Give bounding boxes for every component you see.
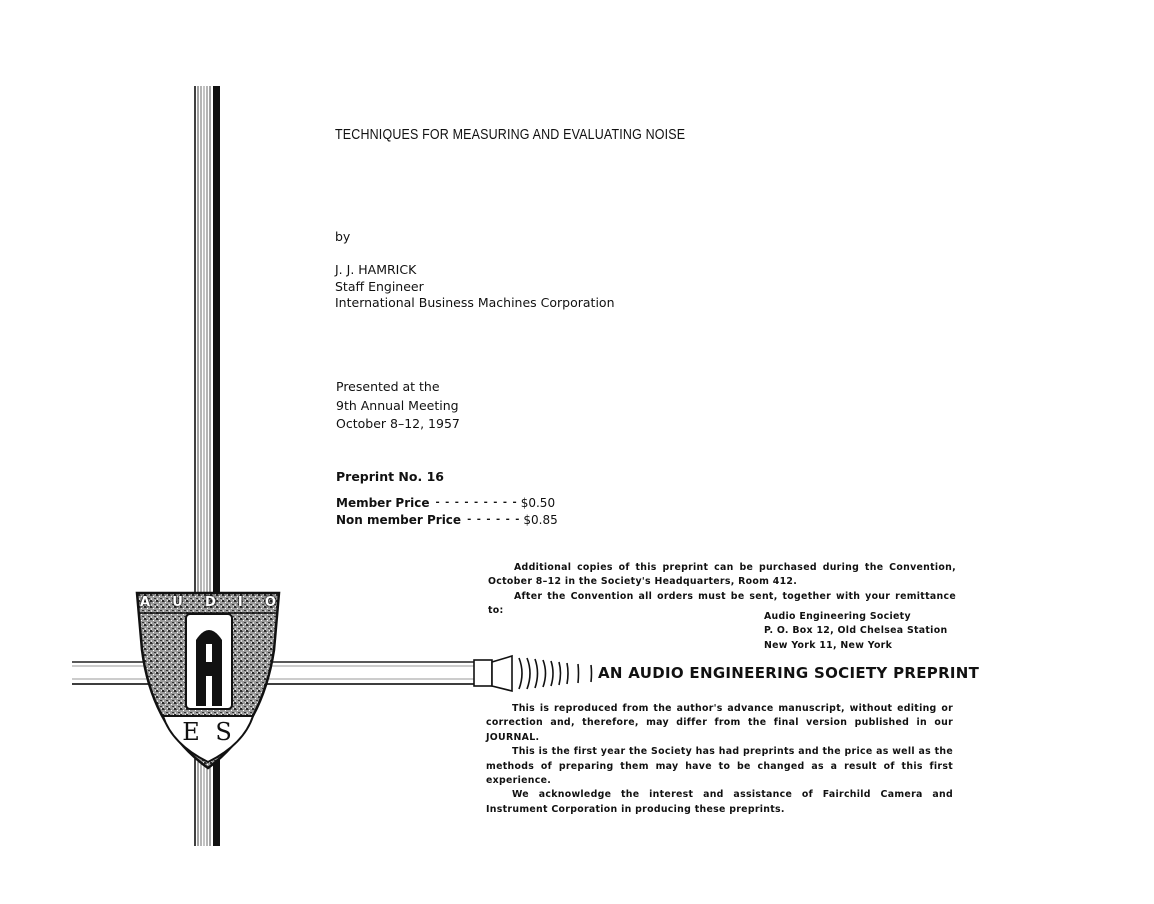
notes <box>486 702 953 817</box>
ordering-paragraph: After the Convention all orders must be sent, together with your remittance to: <box>488 590 956 617</box>
note-paragraph: We acknowledge the interest and assistance of Fairchild Camera and Instrument Corporation in producing these preprints. <box>486 789 953 815</box>
address-line: P. O. Box 12, Old Chelsea Station <box>764 625 948 637</box>
nonmember-price-dashes: - - - - - - <box>467 513 521 525</box>
presentation-line: October 8–12, 1957 <box>336 416 460 431</box>
horizontal-rule <box>72 662 476 684</box>
author-block <box>335 262 615 312</box>
logo-ring-letters <box>140 595 276 610</box>
logo-letter: D <box>204 595 216 610</box>
address-line: New York 11, New York <box>764 639 893 651</box>
nonmember-price-label: Non member Price <box>336 512 462 527</box>
price-block <box>336 495 558 528</box>
logo-letter: A <box>140 595 151 610</box>
presentation-line: Presented at the <box>336 379 440 394</box>
nonmember-price-row <box>336 512 558 529</box>
speaker-icon <box>474 656 592 691</box>
author-name: J. J. HAMRICK <box>335 262 417 277</box>
logo-letter: O <box>264 595 276 610</box>
author-position: Staff Engineer <box>335 278 424 294</box>
document-title: TECHNIQUES FOR MEASURING AND EVALUATING NOISE <box>335 127 686 143</box>
preprint-banner: AN AUDIO ENGINEERING SOCIETY PREPRINT <box>598 664 980 682</box>
member-price-row <box>336 495 558 512</box>
member-price-label: Member Price <box>336 496 430 510</box>
nonmember-price-value: $0.85 <box>523 512 558 527</box>
ordering-paragraph: Additional copies of this preprint can be purchased during the Convention, October 8–12 in the Society's Headquarters, Room 412. <box>488 562 956 588</box>
logo-letter: U <box>172 595 183 610</box>
preprint-number: Preprint No. 16 <box>336 469 444 484</box>
logo-bottom-text: E S <box>182 718 236 746</box>
note-paragraph: This is reproduced from the author's advance manuscript, without editing or correction and, therefore, may differ from the final version published in our JOURNAL. <box>486 703 953 743</box>
author-company: International Business Machines Corporation <box>335 295 615 310</box>
presentation-line: 9th Annual Meeting <box>336 397 459 413</box>
address-line: Audio Engineering Society <box>764 611 911 622</box>
member-price-dashes: - - - - - - - - - <box>435 497 518 508</box>
byline: by <box>335 229 351 244</box>
member-price-value: $0.50 <box>520 496 556 510</box>
mailing-address <box>764 610 947 653</box>
logo-letter: I <box>237 595 243 610</box>
presentation-block <box>336 378 460 434</box>
note-paragraph: This is the first year the Society has had preprints and the price as well as the methods of preparing them may have to be changed as a result of this first experience. <box>486 746 953 787</box>
